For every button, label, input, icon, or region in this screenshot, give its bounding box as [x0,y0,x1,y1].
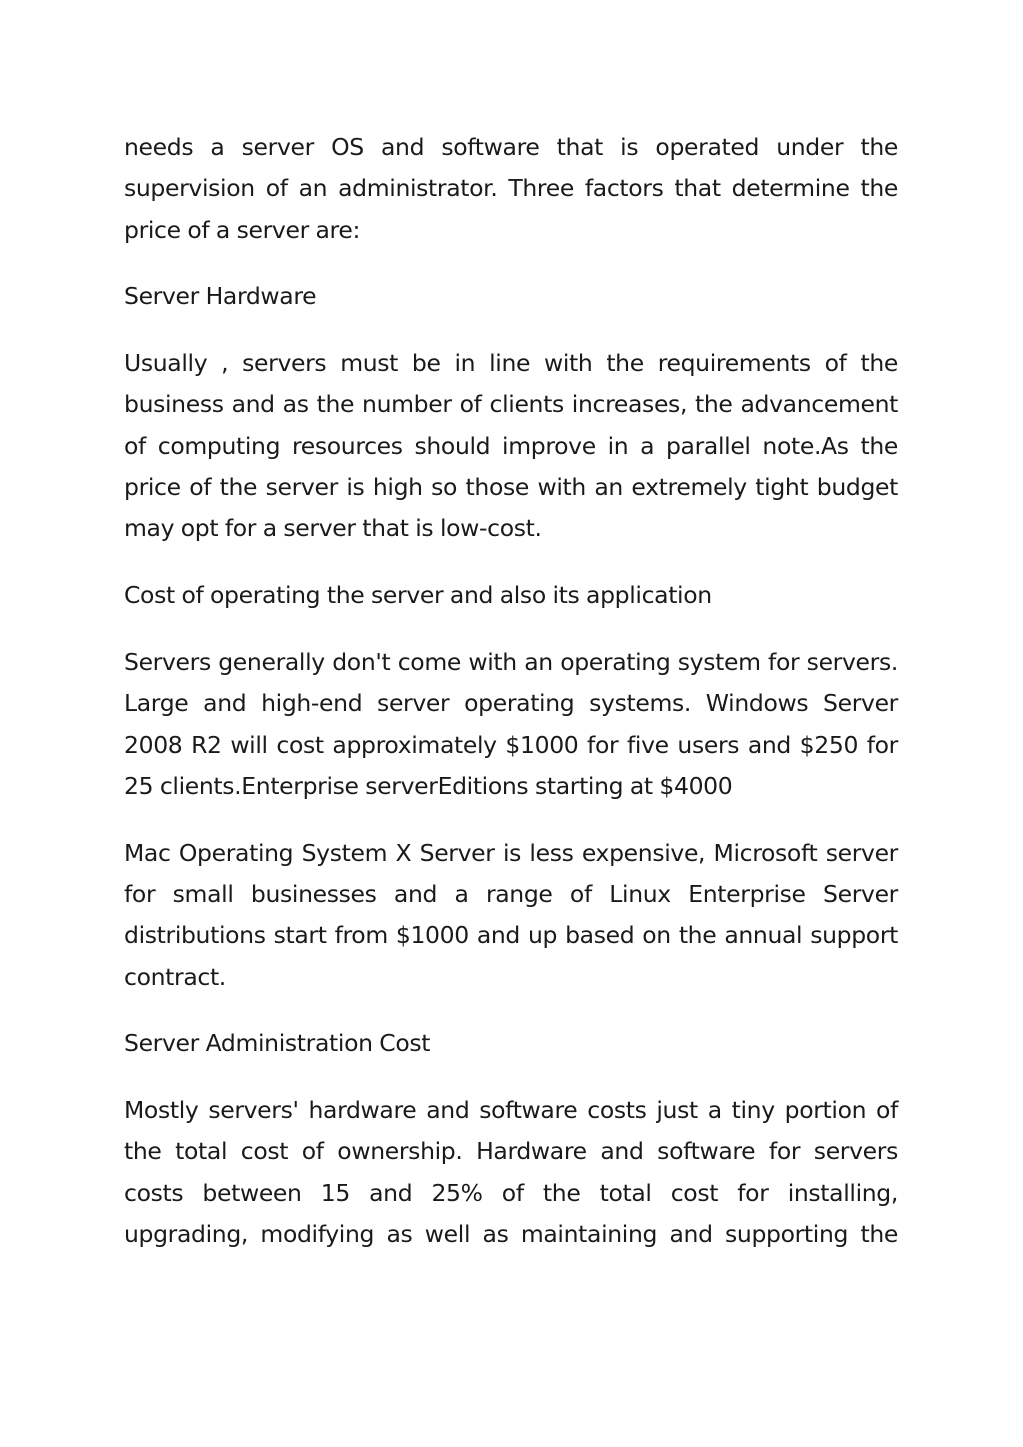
mac-os-paragraph: Mac Operating System X Server is less expensive, Microsoft server for small businesses and a range of Linux Enterprise Server distributions start from $1000 and up based on the annual support contract. [124,838,898,991]
administration-cost-paragraph: Mostly servers' hardware and software costs just a tiny portion of the total cost of ownership. Hardware and software for servers costs between 15 and 25% of the total cost for installing, upgrading, modifying as well as maintaining and supporting the [124,1096,898,1249]
operating-cost-paragraph: Servers generally don't come with an operating system for servers. Large and high-end server operating systems. Windows Server 2008 R2 will cost approximately $1000 for five users and $250 for 25 clients.Enterprise serverEditions starting at $4000 [124,647,898,800]
section-heading-server-hardware: Server Hardware [124,282,317,311]
document-page [124,127,898,1255]
server-hardware-paragraph: Usually , servers must be in line with the requirements of the business and as the number of clients increases, the advancement of computing resources should improve in a parallel note.As the price of the server is high so those with an extremely tight budget may opt for a server that is low-cost. [124,349,898,543]
intro-paragraph: needs a server OS and software that is operated under the supervision of an administrator. Three factors that determine the price of a server are: [124,133,898,244]
section-heading-administration-cost: Server Administration Cost [124,1029,431,1058]
section-heading-operating-cost: Cost of operating the server and also its application [124,581,712,610]
